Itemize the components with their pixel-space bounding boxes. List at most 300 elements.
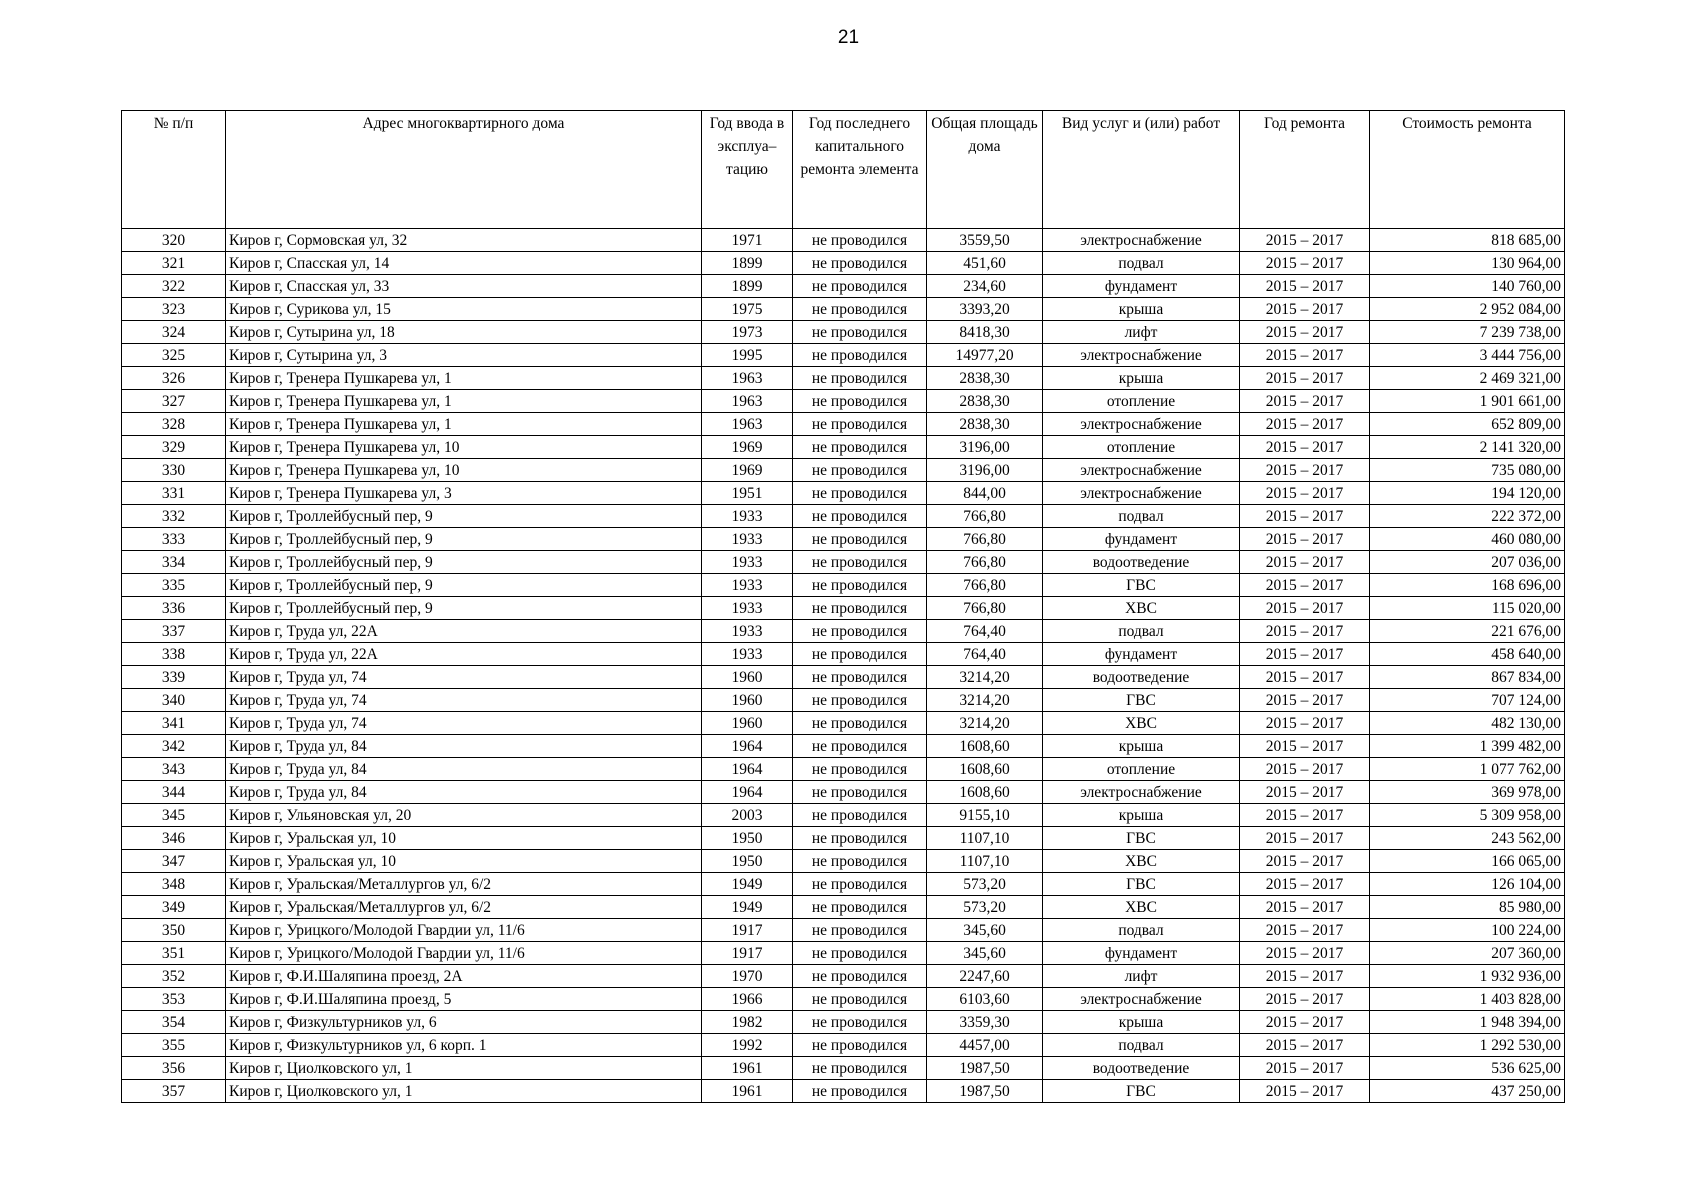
cell-cost: 2 952 084,00: [1370, 298, 1565, 321]
cell-address: Киров г, Сормовская ул, 32: [226, 229, 702, 252]
cell-num: 329: [122, 436, 226, 459]
cell-last-repair: не проводился: [793, 1011, 927, 1034]
cell-area: 766,80: [927, 528, 1043, 551]
cell-num: 336: [122, 597, 226, 620]
cell-cost: 115 020,00: [1370, 597, 1565, 620]
cell-year-built: 1966: [702, 988, 793, 1011]
cell-last-repair: не проводился: [793, 735, 927, 758]
cell-repair-years: 2015 – 2017: [1240, 735, 1370, 758]
cell-area: 234,60: [927, 275, 1043, 298]
table-row: [122, 505, 1565, 528]
table-row: [122, 574, 1565, 597]
cell-year-built: 1899: [702, 275, 793, 298]
cell-cost: 1 077 762,00: [1370, 758, 1565, 781]
cell-last-repair: не проводился: [793, 482, 927, 505]
cell-last-repair: не проводился: [793, 597, 927, 620]
cell-num: 331: [122, 482, 226, 505]
cell-last-repair: не проводился: [793, 252, 927, 275]
cell-area: 1608,60: [927, 781, 1043, 804]
cell-repair-years: 2015 – 2017: [1240, 252, 1370, 275]
cell-repair-years: 2015 – 2017: [1240, 344, 1370, 367]
cell-work-type: водоотведение: [1043, 551, 1240, 574]
cell-last-repair: не проводился: [793, 896, 927, 919]
cell-cost: 5 309 958,00: [1370, 804, 1565, 827]
table-row: [122, 781, 1565, 804]
cell-num: 320: [122, 229, 226, 252]
cell-cost: 85 980,00: [1370, 896, 1565, 919]
cell-area: 2838,30: [927, 390, 1043, 413]
cell-address: Киров г, Труда ул, 74: [226, 712, 702, 735]
cell-address: Киров г, Тренера Пушкарева ул, 1: [226, 367, 702, 390]
table-row: [122, 919, 1565, 942]
cell-num: 356: [122, 1057, 226, 1080]
table-header-row: [122, 111, 1565, 229]
cell-last-repair: не проводился: [793, 850, 927, 873]
cell-cost: 1 901 661,00: [1370, 390, 1565, 413]
cell-last-repair: не проводился: [793, 666, 927, 689]
cell-cost: 460 080,00: [1370, 528, 1565, 551]
cell-num: 353: [122, 988, 226, 1011]
cell-address: Киров г, Тренера Пушкарева ул, 1: [226, 390, 702, 413]
cell-cost: 207 036,00: [1370, 551, 1565, 574]
cell-year-built: 1933: [702, 597, 793, 620]
table-row: [122, 666, 1565, 689]
cell-work-type: ХВС: [1043, 850, 1240, 873]
table-row: [122, 942, 1565, 965]
cell-num: 344: [122, 781, 226, 804]
cell-address: Киров г, Труда ул, 74: [226, 666, 702, 689]
cell-cost: 458 640,00: [1370, 643, 1565, 666]
cell-area: 766,80: [927, 551, 1043, 574]
cell-area: 3196,00: [927, 459, 1043, 482]
cell-area: 9155,10: [927, 804, 1043, 827]
cell-repair-years: 2015 – 2017: [1240, 804, 1370, 827]
cell-address: Киров г, Сутырина ул, 3: [226, 344, 702, 367]
table-row: [122, 689, 1565, 712]
cell-last-repair: не проводился: [793, 873, 927, 896]
cell-area: 1608,60: [927, 735, 1043, 758]
cell-last-repair: не проводился: [793, 459, 927, 482]
cell-year-built: 1917: [702, 919, 793, 942]
cell-address: Киров г, Труда ул, 22А: [226, 643, 702, 666]
cell-work-type: лифт: [1043, 321, 1240, 344]
table-row: [122, 597, 1565, 620]
cell-year-built: 1963: [702, 413, 793, 436]
cell-area: 8418,30: [927, 321, 1043, 344]
cell-repair-years: 2015 – 2017: [1240, 528, 1370, 551]
cell-num: 333: [122, 528, 226, 551]
cell-cost: 3 444 756,00: [1370, 344, 1565, 367]
cell-year-built: 1949: [702, 896, 793, 919]
cell-cost: 536 625,00: [1370, 1057, 1565, 1080]
cell-work-type: ХВС: [1043, 597, 1240, 620]
cell-year-built: 1964: [702, 758, 793, 781]
cell-year-built: 1969: [702, 436, 793, 459]
cell-cost: 222 372,00: [1370, 505, 1565, 528]
table-row: [122, 735, 1565, 758]
cell-work-type: лифт: [1043, 965, 1240, 988]
cell-year-built: 1933: [702, 528, 793, 551]
cell-address: Киров г, Труда ул, 84: [226, 758, 702, 781]
header-cost: Стоимость ремонта: [1370, 111, 1565, 229]
cell-area: 14977,20: [927, 344, 1043, 367]
cell-last-repair: не проводился: [793, 965, 927, 988]
header-year-built: Год ввода в эксплуа– тацию: [702, 111, 793, 229]
cell-last-repair: не проводился: [793, 551, 927, 574]
cell-area: 766,80: [927, 574, 1043, 597]
cell-cost: 243 562,00: [1370, 827, 1565, 850]
table-row: [122, 1011, 1565, 1034]
cell-year-built: 1964: [702, 735, 793, 758]
cell-last-repair: не проводился: [793, 804, 927, 827]
cell-repair-years: 2015 – 2017: [1240, 850, 1370, 873]
cell-work-type: отопление: [1043, 436, 1240, 459]
cell-area: 1987,50: [927, 1057, 1043, 1080]
cell-area: 3359,30: [927, 1011, 1043, 1034]
table-row: [122, 758, 1565, 781]
cell-work-type: ГВС: [1043, 1080, 1240, 1103]
table-row: [122, 275, 1565, 298]
cell-year-built: 1963: [702, 390, 793, 413]
cell-address: Киров г, Труда ул, 22А: [226, 620, 702, 643]
cell-repair-years: 2015 – 2017: [1240, 298, 1370, 321]
cell-work-type: электроснабжение: [1043, 988, 1240, 1011]
cell-year-built: 1950: [702, 850, 793, 873]
table-row: [122, 850, 1565, 873]
cell-year-built: 1992: [702, 1034, 793, 1057]
table-row: [122, 896, 1565, 919]
cell-repair-years: 2015 – 2017: [1240, 482, 1370, 505]
cell-cost: 7 239 738,00: [1370, 321, 1565, 344]
table-row: [122, 367, 1565, 390]
cell-work-type: фундамент: [1043, 528, 1240, 551]
cell-work-type: фундамент: [1043, 643, 1240, 666]
cell-area: 764,40: [927, 643, 1043, 666]
cell-area: 3196,00: [927, 436, 1043, 459]
cell-cost: 221 676,00: [1370, 620, 1565, 643]
header-num: № п/п: [122, 111, 226, 229]
cell-work-type: электроснабжение: [1043, 781, 1240, 804]
cell-work-type: крыша: [1043, 298, 1240, 321]
cell-address: Киров г, Троллейбусный пер, 9: [226, 505, 702, 528]
table-row: [122, 620, 1565, 643]
cell-address: Киров г, Труда ул, 84: [226, 781, 702, 804]
cell-area: 451,60: [927, 252, 1043, 275]
cell-address: Киров г, Тренера Пушкарева ул, 10: [226, 459, 702, 482]
cell-repair-years: 2015 – 2017: [1240, 229, 1370, 252]
cell-last-repair: не проводился: [793, 758, 927, 781]
cell-year-built: 1933: [702, 574, 793, 597]
cell-num: 352: [122, 965, 226, 988]
cell-last-repair: не проводился: [793, 919, 927, 942]
cell-work-type: электроснабжение: [1043, 482, 1240, 505]
cell-num: 341: [122, 712, 226, 735]
cell-last-repair: не проводился: [793, 827, 927, 850]
cell-num: 334: [122, 551, 226, 574]
cell-year-built: 1995: [702, 344, 793, 367]
repair-register-table: [121, 110, 1565, 1103]
cell-area: 573,20: [927, 896, 1043, 919]
cell-last-repair: не проводился: [793, 712, 927, 735]
cell-cost: 140 760,00: [1370, 275, 1565, 298]
cell-address: Киров г, Физкультурников ул, 6: [226, 1011, 702, 1034]
cell-year-built: 1951: [702, 482, 793, 505]
cell-num: 346: [122, 827, 226, 850]
cell-work-type: электроснабжение: [1043, 413, 1240, 436]
cell-cost: 2 141 320,00: [1370, 436, 1565, 459]
cell-repair-years: 2015 – 2017: [1240, 413, 1370, 436]
cell-work-type: фундамент: [1043, 942, 1240, 965]
cell-last-repair: не проводился: [793, 298, 927, 321]
cell-last-repair: не проводился: [793, 988, 927, 1011]
cell-repair-years: 2015 – 2017: [1240, 321, 1370, 344]
cell-last-repair: не проводился: [793, 528, 927, 551]
cell-repair-years: 2015 – 2017: [1240, 390, 1370, 413]
cell-cost: 166 065,00: [1370, 850, 1565, 873]
cell-address: Киров г, Сурикова ул, 15: [226, 298, 702, 321]
cell-num: 327: [122, 390, 226, 413]
header-address: Адрес многоквартирного дома: [226, 111, 702, 229]
cell-year-built: 1933: [702, 620, 793, 643]
cell-year-built: 1960: [702, 666, 793, 689]
cell-num: 339: [122, 666, 226, 689]
cell-year-built: 1933: [702, 551, 793, 574]
table-row: [122, 551, 1565, 574]
table-row: [122, 1057, 1565, 1080]
cell-last-repair: не проводился: [793, 390, 927, 413]
table-row: [122, 321, 1565, 344]
cell-year-built: 1982: [702, 1011, 793, 1034]
cell-num: 357: [122, 1080, 226, 1103]
cell-area: 1107,10: [927, 827, 1043, 850]
table-row: [122, 459, 1565, 482]
cell-last-repair: не проводился: [793, 620, 927, 643]
cell-cost: 1 948 394,00: [1370, 1011, 1565, 1034]
table-row: [122, 528, 1565, 551]
cell-last-repair: не проводился: [793, 643, 927, 666]
cell-num: 324: [122, 321, 226, 344]
cell-work-type: крыша: [1043, 804, 1240, 827]
cell-repair-years: 2015 – 2017: [1240, 1080, 1370, 1103]
cell-area: 3214,20: [927, 712, 1043, 735]
cell-repair-years: 2015 – 2017: [1240, 459, 1370, 482]
cell-num: 335: [122, 574, 226, 597]
cell-repair-years: 2015 – 2017: [1240, 689, 1370, 712]
table-row: [122, 712, 1565, 735]
cell-address: Киров г, Троллейбусный пер, 9: [226, 597, 702, 620]
cell-address: Киров г, Ульяновская ул, 20: [226, 804, 702, 827]
cell-area: 2838,30: [927, 413, 1043, 436]
cell-work-type: фундамент: [1043, 275, 1240, 298]
cell-year-built: 1917: [702, 942, 793, 965]
cell-address: Киров г, Ф.И.Шаляпина проезд, 5: [226, 988, 702, 1011]
cell-address: Киров г, Уральская ул, 10: [226, 850, 702, 873]
cell-work-type: подвал: [1043, 505, 1240, 528]
cell-num: 355: [122, 1034, 226, 1057]
cell-cost: 652 809,00: [1370, 413, 1565, 436]
cell-cost: 100 224,00: [1370, 919, 1565, 942]
cell-repair-years: 2015 – 2017: [1240, 712, 1370, 735]
cell-cost: 1 403 828,00: [1370, 988, 1565, 1011]
cell-address: Киров г, Троллейбусный пер, 9: [226, 551, 702, 574]
cell-num: 340: [122, 689, 226, 712]
cell-area: 1987,50: [927, 1080, 1043, 1103]
cell-last-repair: не проводился: [793, 367, 927, 390]
cell-work-type: подвал: [1043, 919, 1240, 942]
cell-num: 354: [122, 1011, 226, 1034]
cell-repair-years: 2015 – 2017: [1240, 988, 1370, 1011]
cell-repair-years: 2015 – 2017: [1240, 942, 1370, 965]
cell-area: 3393,20: [927, 298, 1043, 321]
cell-repair-years: 2015 – 2017: [1240, 574, 1370, 597]
cell-last-repair: не проводился: [793, 1080, 927, 1103]
cell-cost: 130 964,00: [1370, 252, 1565, 275]
cell-address: Киров г, Спасская ул, 14: [226, 252, 702, 275]
cell-last-repair: не проводился: [793, 436, 927, 459]
cell-last-repair: не проводился: [793, 229, 927, 252]
cell-repair-years: 2015 – 2017: [1240, 781, 1370, 804]
cell-repair-years: 2015 – 2017: [1240, 1011, 1370, 1034]
table-row: [122, 643, 1565, 666]
cell-repair-years: 2015 – 2017: [1240, 827, 1370, 850]
cell-area: 6103,60: [927, 988, 1043, 1011]
cell-num: 332: [122, 505, 226, 528]
cell-repair-years: 2015 – 2017: [1240, 505, 1370, 528]
table-row: [122, 390, 1565, 413]
cell-work-type: водоотведение: [1043, 666, 1240, 689]
cell-area: 2838,30: [927, 367, 1043, 390]
cell-area: 3214,20: [927, 689, 1043, 712]
cell-area: 4457,00: [927, 1034, 1043, 1057]
cell-cost: 482 130,00: [1370, 712, 1565, 735]
cell-area: 764,40: [927, 620, 1043, 643]
cell-area: 766,80: [927, 505, 1043, 528]
table-row: [122, 413, 1565, 436]
cell-work-type: ГВС: [1043, 574, 1240, 597]
cell-area: 766,80: [927, 597, 1043, 620]
cell-work-type: ГВС: [1043, 873, 1240, 896]
cell-num: 328: [122, 413, 226, 436]
cell-area: 844,00: [927, 482, 1043, 505]
cell-cost: 437 250,00: [1370, 1080, 1565, 1103]
cell-year-built: 2003: [702, 804, 793, 827]
cell-repair-years: 2015 – 2017: [1240, 436, 1370, 459]
cell-address: Киров г, Тренера Пушкарева ул, 3: [226, 482, 702, 505]
cell-last-repair: не проводился: [793, 321, 927, 344]
cell-num: 330: [122, 459, 226, 482]
cell-num: 351: [122, 942, 226, 965]
cell-work-type: крыша: [1043, 735, 1240, 758]
cell-repair-years: 2015 – 2017: [1240, 1034, 1370, 1057]
table-row: [122, 482, 1565, 505]
cell-num: 326: [122, 367, 226, 390]
cell-last-repair: не проводился: [793, 1057, 927, 1080]
cell-last-repair: не проводился: [793, 413, 927, 436]
cell-area: 573,20: [927, 873, 1043, 896]
table-row: [122, 298, 1565, 321]
cell-year-built: 1969: [702, 459, 793, 482]
cell-address: Киров г, Уральская/Металлургов ул, 6/2: [226, 873, 702, 896]
table-body: [122, 229, 1565, 1103]
cell-year-built: 1950: [702, 827, 793, 850]
cell-cost: 168 696,00: [1370, 574, 1565, 597]
cell-work-type: отопление: [1043, 758, 1240, 781]
cell-year-built: 1960: [702, 712, 793, 735]
cell-year-built: 1899: [702, 252, 793, 275]
cell-address: Киров г, Труда ул, 84: [226, 735, 702, 758]
cell-repair-years: 2015 – 2017: [1240, 919, 1370, 942]
cell-repair-years: 2015 – 2017: [1240, 620, 1370, 643]
cell-last-repair: не проводился: [793, 781, 927, 804]
cell-cost: 1 292 530,00: [1370, 1034, 1565, 1057]
table-row: [122, 1080, 1565, 1103]
cell-repair-years: 2015 – 2017: [1240, 643, 1370, 666]
cell-work-type: подвал: [1043, 1034, 1240, 1057]
cell-last-repair: не проводился: [793, 942, 927, 965]
cell-cost: 126 104,00: [1370, 873, 1565, 896]
cell-year-built: 1970: [702, 965, 793, 988]
cell-last-repair: не проводился: [793, 344, 927, 367]
header-last-repair: Год последнего капитального ремонта элемента: [793, 111, 927, 229]
cell-cost: 707 124,00: [1370, 689, 1565, 712]
cell-work-type: ГВС: [1043, 689, 1240, 712]
cell-num: 321: [122, 252, 226, 275]
cell-repair-years: 2015 – 2017: [1240, 666, 1370, 689]
cell-cost: 194 120,00: [1370, 482, 1565, 505]
cell-repair-years: 2015 – 2017: [1240, 965, 1370, 988]
cell-cost: 369 978,00: [1370, 781, 1565, 804]
cell-repair-years: 2015 – 2017: [1240, 275, 1370, 298]
cell-cost: 207 360,00: [1370, 942, 1565, 965]
cell-num: 343: [122, 758, 226, 781]
cell-cost: 818 685,00: [1370, 229, 1565, 252]
cell-num: 337: [122, 620, 226, 643]
cell-num: 342: [122, 735, 226, 758]
cell-area: 1608,60: [927, 758, 1043, 781]
cell-work-type: подвал: [1043, 252, 1240, 275]
cell-cost: 2 469 321,00: [1370, 367, 1565, 390]
cell-year-built: 1960: [702, 689, 793, 712]
cell-area: 3559,50: [927, 229, 1043, 252]
cell-address: Киров г, Уральская/Металлургов ул, 6/2: [226, 896, 702, 919]
cell-address: Киров г, Уральская ул, 10: [226, 827, 702, 850]
cell-num: 350: [122, 919, 226, 942]
header-area: Общая площадь дома: [927, 111, 1043, 229]
cell-address: Киров г, Урицкого/Молодой Гвардии ул, 11/6: [226, 919, 702, 942]
cell-num: 323: [122, 298, 226, 321]
cell-repair-years: 2015 – 2017: [1240, 1057, 1370, 1080]
table-row: [122, 827, 1565, 850]
cell-address: Киров г, Тренера Пушкарева ул, 10: [226, 436, 702, 459]
table-row: [122, 1034, 1565, 1057]
cell-num: 349: [122, 896, 226, 919]
cell-work-type: ХВС: [1043, 896, 1240, 919]
cell-year-built: 1973: [702, 321, 793, 344]
cell-num: 347: [122, 850, 226, 873]
cell-last-repair: не проводился: [793, 275, 927, 298]
cell-address: Киров г, Циолковского ул, 1: [226, 1057, 702, 1080]
cell-address: Киров г, Троллейбусный пер, 9: [226, 574, 702, 597]
cell-cost: 735 080,00: [1370, 459, 1565, 482]
cell-work-type: электроснабжение: [1043, 459, 1240, 482]
cell-num: 325: [122, 344, 226, 367]
cell-year-built: 1933: [702, 643, 793, 666]
table-row: [122, 252, 1565, 275]
cell-year-built: 1961: [702, 1057, 793, 1080]
header-work-type: Вид услуг и (или) работ: [1043, 111, 1240, 229]
cell-address: Киров г, Труда ул, 74: [226, 689, 702, 712]
cell-repair-years: 2015 – 2017: [1240, 758, 1370, 781]
